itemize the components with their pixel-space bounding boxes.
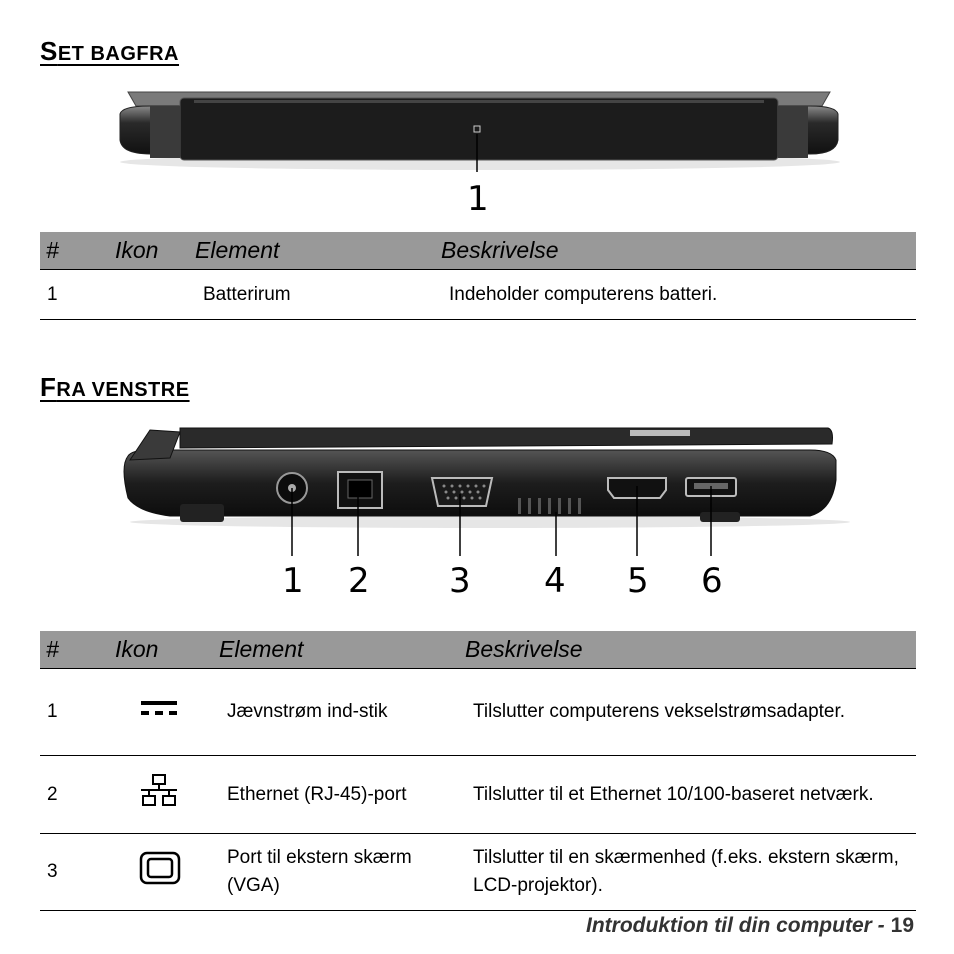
callout-1: 1 (282, 561, 304, 600)
col-element: Element (219, 631, 465, 669)
row-number: 3 (40, 834, 115, 911)
table-row (40, 669, 916, 756)
callout-1: 1 (467, 179, 489, 219)
row-element: Port til ekstern skærm (VGA) (219, 834, 465, 911)
col-description: Beskrivelse (465, 631, 916, 669)
row-element: Jævnstrøm ind-stik (219, 669, 465, 756)
row-description: Indeholder computerens batteri. (441, 270, 916, 320)
rear-table (40, 232, 916, 320)
dc-in-icon (115, 669, 219, 756)
footer-title: Introduktion til din computer - (586, 914, 885, 937)
row-element: Batterirum (195, 270, 441, 320)
row-number: 1 (40, 669, 115, 756)
page-number: 19 (890, 914, 914, 937)
row-number: 1 (40, 270, 115, 320)
section-heading-left: FRA VENSTRE (40, 372, 190, 402)
col-element: Element (195, 232, 441, 270)
callout-5: 5 (627, 561, 649, 600)
col-icon: Ikon (115, 631, 219, 669)
callout-6: 6 (701, 561, 723, 600)
table-row (40, 834, 916, 911)
row-icon (115, 270, 195, 320)
row-number: 2 (40, 756, 115, 834)
row-element: Ethernet (RJ-45)-port (219, 756, 465, 834)
laptop-left-illustration (110, 420, 860, 600)
col-description: Beskrivelse (441, 232, 916, 270)
left-table (40, 631, 916, 911)
col-number: # (40, 232, 115, 270)
row-description: Tilslutter computerens vekselstrømsadapter. (465, 669, 916, 756)
row-description: Tilslutter til en skærmenhed (f.eks. ekstern skærm, LCD-projektor). (465, 834, 916, 911)
ethernet-icon (115, 756, 219, 834)
section-heading-rear: SET BAGFRA (40, 36, 180, 66)
callout-2: 2 (348, 561, 370, 600)
laptop-rear-illustration (110, 84, 850, 219)
col-icon: Ikon (115, 232, 195, 270)
page-footer (586, 914, 914, 938)
table-row (40, 270, 916, 320)
row-description: Tilslutter til et Ethernet 10/100-baseret netværk. (465, 756, 916, 834)
col-number: # (40, 631, 115, 669)
callout-3: 3 (449, 561, 471, 600)
callout-4: 4 (544, 561, 566, 600)
table-row (40, 756, 916, 834)
vga-icon (115, 834, 219, 911)
